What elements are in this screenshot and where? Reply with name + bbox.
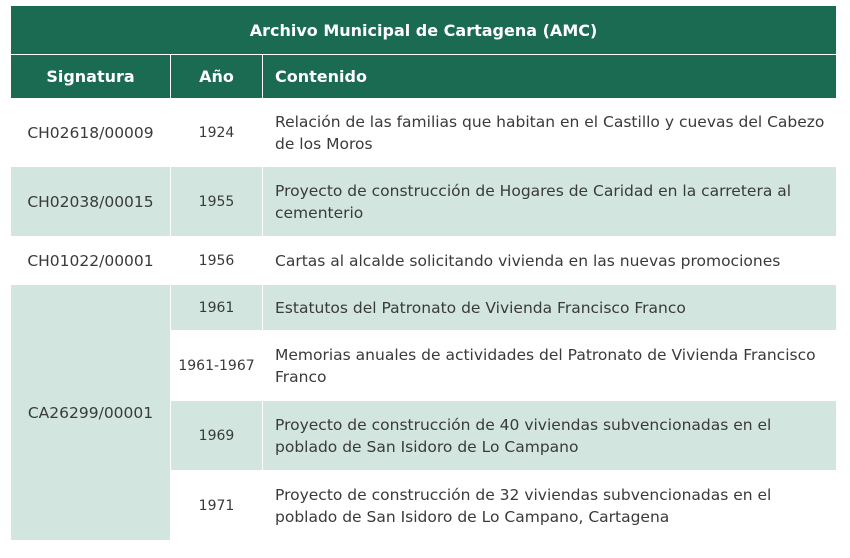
table-header-row [11, 55, 837, 99]
table-row [11, 167, 837, 237]
year-cell: 1969 [171, 401, 263, 471]
column-header-contenido: Contenido [263, 55, 837, 99]
content-cell: Proyecto de construcción de Hogares de Caridad en la carretera al cementerio [263, 167, 837, 237]
table-row [11, 99, 837, 167]
year-cell: 1955 [171, 167, 263, 237]
group-signatura-cell: CA26299/00001 [11, 285, 171, 541]
year-cell: 1961-1967 [171, 331, 263, 401]
signatura-cell: CH02038/00015 [11, 167, 171, 237]
signatura-cell: CH01022/00001 [11, 237, 171, 285]
table-title: Archivo Municipal de Cartagena (AMC) [11, 6, 837, 55]
content-cell: Estatutos del Patronato de Vivienda Francisco Franco [263, 285, 837, 331]
content-cell: Cartas al alcalde solicitando vivienda en las nuevas promociones [263, 237, 837, 285]
year-cell: 1971 [171, 471, 263, 541]
archive-table [10, 5, 837, 541]
archive-table-container [10, 5, 836, 541]
signatura-cell: CH02618/00009 [11, 99, 171, 167]
content-cell: Proyecto de construcción de 32 viviendas subvencionadas en el poblado de San Isidoro de Lo Campano, Cartagena [263, 471, 837, 541]
content-cell: Memorias anuales de actividades del Patronato de Vivienda Francisco Franco [263, 331, 837, 401]
table-row [11, 285, 837, 331]
column-header-signatura: Signatura [11, 55, 171, 99]
column-header-anio: Año [171, 55, 263, 99]
year-cell: 1924 [171, 99, 263, 167]
year-cell: 1961 [171, 285, 263, 331]
table-title-row [11, 6, 837, 55]
year-cell: 1956 [171, 237, 263, 285]
table-row [11, 237, 837, 285]
content-cell: Proyecto de construcción de 40 viviendas subvencionadas en el poblado de San Isidoro de Lo Campano [263, 401, 837, 471]
content-cell: Relación de las familias que habitan en el Castillo y cuevas del Cabezo de los Moros [263, 99, 837, 167]
